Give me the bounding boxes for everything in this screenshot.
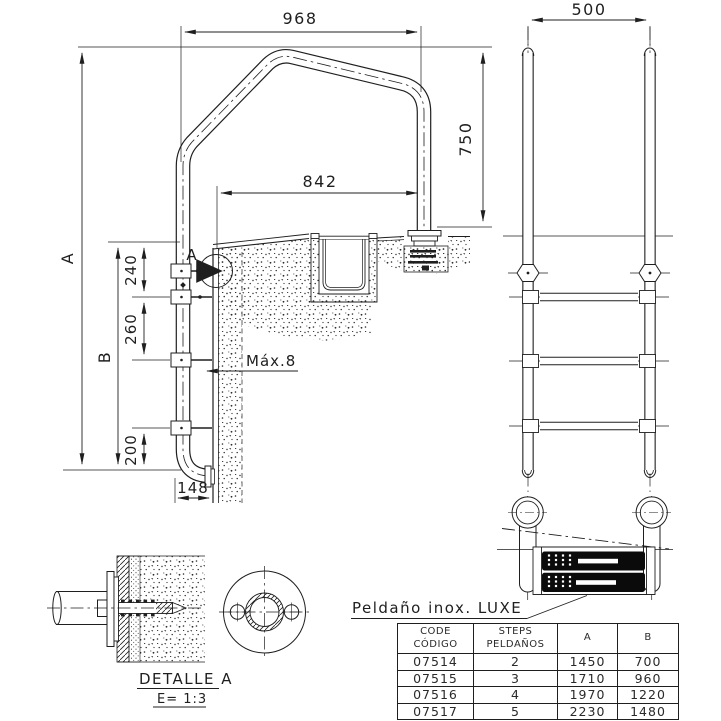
header-a: A [558, 624, 618, 654]
detail-a [47, 556, 233, 707]
clamp-2 [171, 290, 212, 304]
table-header-row [398, 624, 679, 654]
step-top-view [351, 496, 673, 619]
flange-plan-detail [219, 566, 310, 658]
header-b: B [618, 624, 679, 654]
table-row: 07516 4 1970 1220 [398, 687, 679, 704]
step-leader-line [527, 596, 587, 619]
clamp-3 [171, 353, 212, 367]
spec-table [397, 623, 679, 720]
detail-a-title: DETALLE A [139, 670, 234, 688]
rung-1 [509, 291, 669, 304]
table-row: 07515 3 1710 960 [398, 670, 679, 687]
rung-2 [509, 355, 669, 368]
max-gap-label: Máx.8 [246, 352, 297, 370]
table-row: 07517 5 2230 1480 [398, 703, 679, 720]
step-treads [542, 552, 645, 593]
dim-240: 240 [122, 254, 140, 286]
front-dimension [528, 0, 650, 45]
front-view [503, 0, 673, 492]
header-code: CODE CÓDIGO [398, 624, 474, 654]
clamp-4 [171, 421, 212, 435]
deck-anchor [404, 231, 448, 273]
step-label: Peldaño inox. LUXE [352, 599, 523, 617]
dim-260: 260 [122, 313, 140, 345]
hex-anchors [508, 265, 670, 282]
gutter-channel [311, 234, 377, 303]
side-view [58, 9, 492, 503]
detail-a-scale: E= 1:3 [157, 692, 208, 707]
dim-750: 750 [456, 121, 475, 157]
rail-circles [508, 497, 671, 528]
header-steps: STEPS PELDAÑOS [474, 624, 558, 654]
dim-148: 148 [177, 479, 209, 497]
detail-ref-label: A [186, 246, 198, 264]
dim-200: 200 [122, 434, 140, 466]
dim-b: B [95, 350, 114, 364]
table-row: 07514 2 1450 700 [398, 654, 679, 671]
dim-a: A [58, 251, 77, 265]
rung-3 [509, 420, 669, 433]
dim-842: 842 [302, 172, 338, 191]
dim-500: 500 [571, 0, 607, 19]
front-rails [522, 48, 655, 478]
dim-968: 968 [282, 9, 318, 28]
